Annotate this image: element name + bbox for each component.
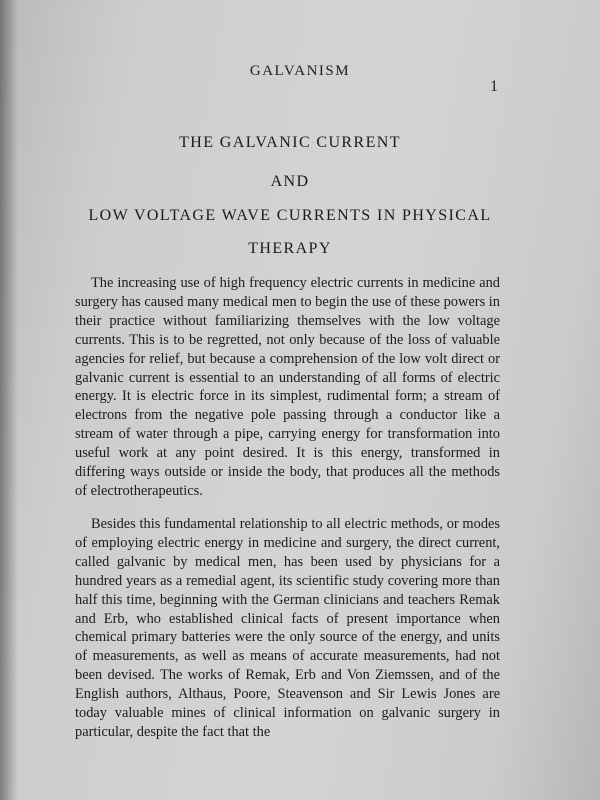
title-line-4: THERAPY — [248, 240, 332, 257]
title-line-1: THE GALVANIC CURRENT — [179, 134, 401, 151]
page-number: 1 — [490, 78, 498, 95]
paragraph-2: Besides this fundamental relationship to all electric methods, or modes of employing electric energy in medicine and surgery, the direct current, called galvanic by medical men, has been used by physicians for a hundred years as a remedial agent, its scientific study covering more than half this time, beginning with the German clinicians and teachers Remak and Erb, who established clinical facts of present importance when chemical primary batteries were the only source of the energy, and units of measurements, as well as means of accurate measurements, had not been devised. The works of Remak, Erb and Von Ziemssen, and of the English authors, Althaus, Poore, Steavenson and Sir Lewis Jones are today valuable mines of clinical information on galvanic surgery in particular, despite the fact that the — [75, 516, 500, 740]
paragraph-1: The increasing use of high frequency electric currents in medicine and surgery has caused many medical men to begin the use of these powers in their practice without familiarizing themselves with the low voltage currents. This is to be regretted, not only because of the loss of valuable agencies for relief, but because a comprehension of the low volt direct or galvanic current is essential to an understanding of all forms of electric energy. It is electric force in its simplest, rudimental form; a stream of electrons from the negative pole passing through a conductor like a stream of water through a pipe, carrying energy for transformation into useful work at any point desired. It is this energy, transformed in differing ways outside or inside the body, that produces all the methods of electrotherapeutics. — [75, 275, 500, 499]
title-line-3: LOW VOLTAGE WAVE CURRENTS IN PHYSICAL — [88, 207, 492, 224]
page-gutter-shadow — [0, 0, 18, 800]
running-head: GALVANISM — [249, 63, 351, 79]
title-line-2: AND — [270, 173, 310, 190]
